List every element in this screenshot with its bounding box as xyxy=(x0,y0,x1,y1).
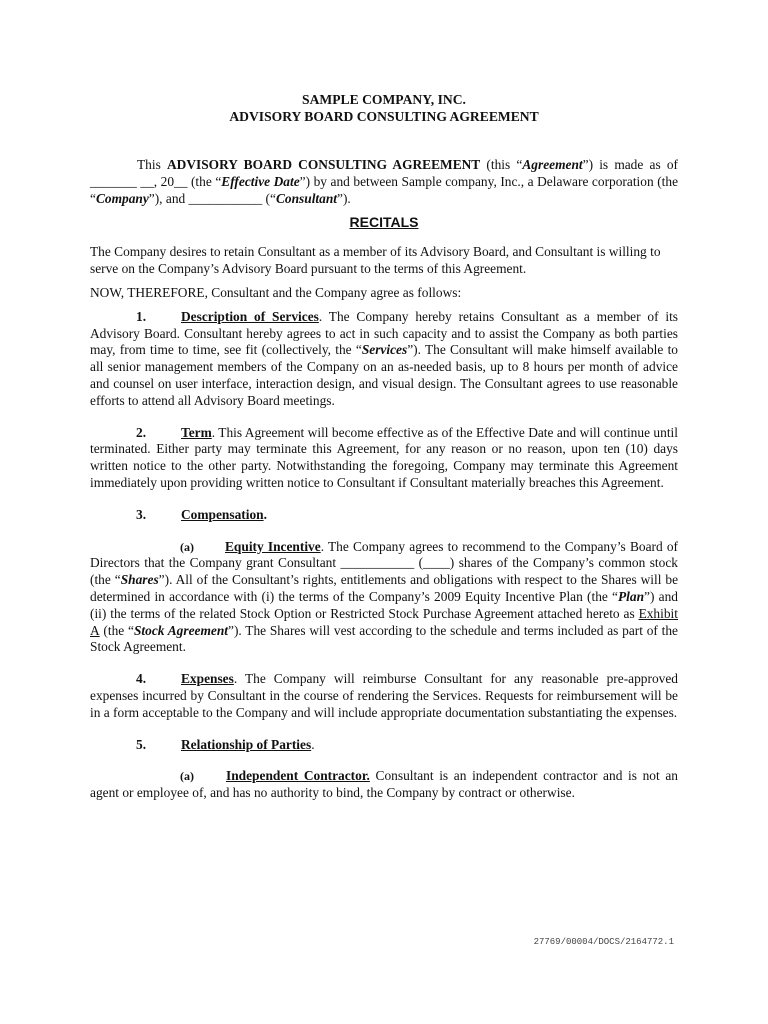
defined-term-services: Services xyxy=(361,342,408,358)
document-body xyxy=(90,157,678,802)
now-therefore-paragraph: NOW, THEREFORE, Consultant and the Company agree as follows: xyxy=(90,284,462,300)
section-4-expenses: 4. Expenses. The Company will reimburse Consultant for any reasonable pre-approved expenses incurred by Consultant in the course of rendering the Services. Requests for reimbursement will be in a form acceptable to the Company and will include appropriate documentation substantiating the expenses. xyxy=(90,671,678,720)
intro-paragraph: This ADVISORY BOARD CONSULTING AGREEMENT (this “Agreement”) is made as of _______ __, 20__ (the “Effective Date”) by and between Sample company, Inc., a Delaware corporation (the “Company”), and ___________ (“Consultant”). xyxy=(90,157,679,206)
section-3a-equity-incentive: (a) Equity Incentive. The Company agrees to recommend to the Company’s Board of Directors that the Company grant Consultant ___________ (____) shares of the Company’s common stock (the “Shares”). All of the Consultant’s rights, entitlements and obligations with respect to the Shares will be determined in accordance with (i) the terms of the Company’s 2009 Equity Incentive Plan (the “Plan”) and (ii) the terms of the related Stock Option or Restricted Stock Purchase Agreement attached hereto as Exhibit A (the “Stock Agreement”). The Shares will vest according to the schedule and terms included as part of the Stock Agreement. xyxy=(90,538,679,655)
section-number: 5. xyxy=(136,736,147,752)
recitals-paragraph: The Company desires to retain Consultant as a member of its Advisory Board, and Consultant is willing to serve on the Company’s Advisory Board pursuant to the terms of this Agreement. xyxy=(90,244,661,277)
defined-term-shares: Shares xyxy=(120,572,159,588)
section-number: 4. xyxy=(136,671,147,687)
section-number: 1. xyxy=(136,308,147,324)
section-heading: Description of Services xyxy=(181,308,319,324)
defined-term-plan: Plan xyxy=(618,588,645,604)
subsection-label: (a) xyxy=(180,769,194,784)
section-number: 3. xyxy=(136,506,147,522)
defined-term-agreement: Agreement xyxy=(522,157,583,172)
defined-term-effective-date: Effective Date xyxy=(221,173,300,189)
section-5-relationship-of-parties: 5. Relationship of Parties. xyxy=(90,737,678,754)
section-2-term: 2. Term. This Agreement will become effective as of the Effective Date and will continue until terminated. Either party may terminate this Agreement, for any reason or no reason, upon ten (10) days written notice to the other party. Notwithstanding the foregoing, Company may terminate this Agreement immediately upon providing written notice to Consultant if Consultant materially breaches this Agreement. xyxy=(90,424,678,490)
subsection-heading: Equity Incentive xyxy=(225,538,321,554)
subsection-heading: Independent Contractor. xyxy=(226,768,370,784)
exhibit-reference: Exhibit A xyxy=(90,605,678,638)
defined-term-company: Company xyxy=(95,190,149,206)
title-block xyxy=(0,91,768,125)
subsection-label: (a) xyxy=(180,539,194,554)
document-reference-number: 27769/00004/DOCS/2164772.1 xyxy=(533,937,674,947)
defined-term-consultant: Consultant xyxy=(275,190,338,206)
section-3-compensation: 3. Compensation. xyxy=(90,507,678,524)
section-heading: Compensation xyxy=(181,506,264,522)
section-heading: Term xyxy=(181,424,212,440)
section-heading: Relationship of Parties xyxy=(181,736,312,752)
section-1-description-of-services: 1. Description of Services. The Company hereby retains Consultant as a member of its Advisory Board. Consultant hereby agrees to act in such capacity and to assist the Company as both parties may, from time to time, see fit (collectively, the “Services”). The Consultant will make himself available to all senior management members of the Company on an as-needed basis, up to 8 hours per month of advice and counsel on user interface, interaction design, and visual design. The Consultant agrees to use reasonable efforts to attend all Advisory Board meetings. xyxy=(90,308,679,408)
defined-term-stock-agreement: Stock Agreement xyxy=(133,622,228,638)
company-name: SAMPLE COMPANY, INC. xyxy=(302,92,466,107)
section-heading: Expenses xyxy=(181,671,234,687)
intro-bold-title: ADVISORY BOARD CONSULTING AGREEMENT xyxy=(167,157,481,172)
agreement-title: ADVISORY BOARD CONSULTING AGREEMENT xyxy=(229,109,539,124)
section-number: 2. xyxy=(136,424,147,440)
section-5a-independent-contractor: (a) Independent Contractor. Consultant is an independent contractor and is not an agent or employee of, and has no authority to bind, the Company by contract or otherwise. xyxy=(90,768,678,801)
recitals-heading: RECITALS xyxy=(349,214,419,231)
